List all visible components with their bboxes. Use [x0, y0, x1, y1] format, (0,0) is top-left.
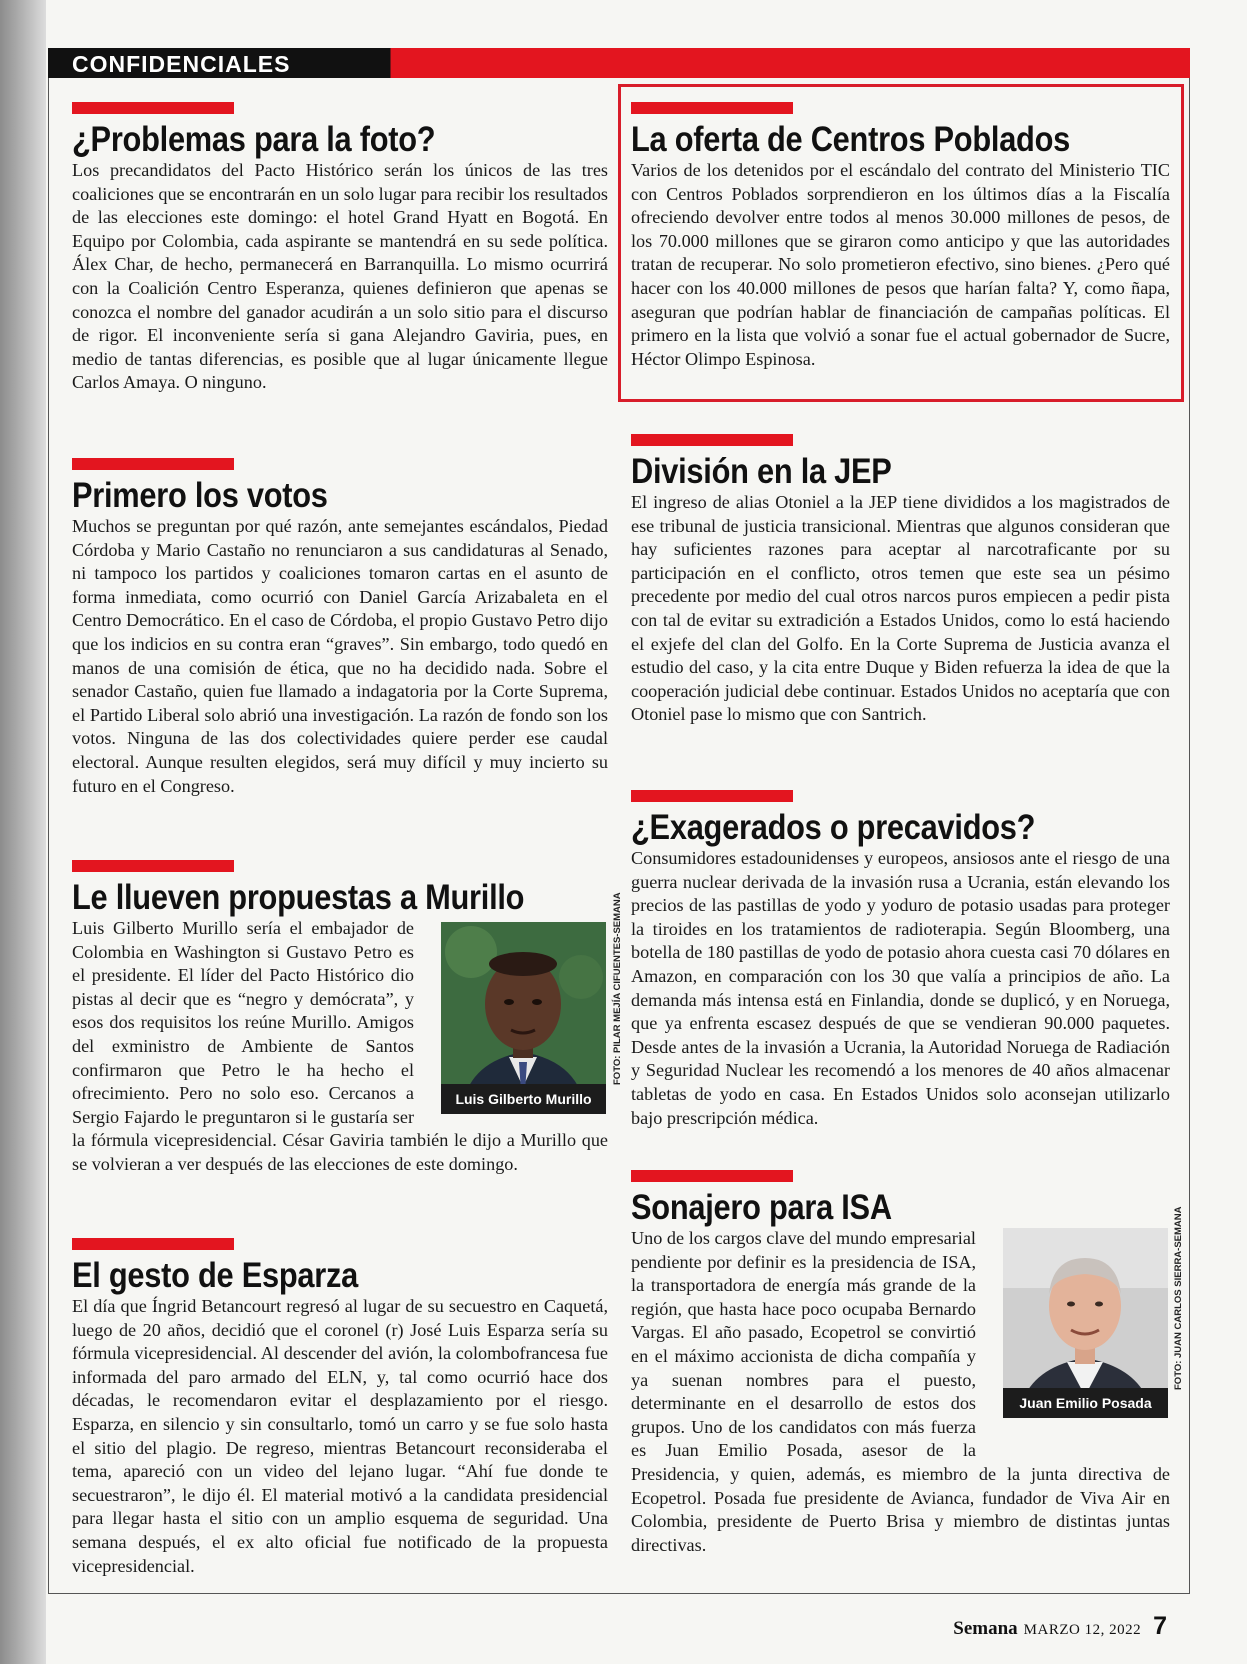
article-accent-bar: [72, 458, 234, 470]
article-body: Consumidores estadounidenses y europeos, ansiosos ante el riesgo de una guerra nuclear derivada de la invasión rusa a Ucrania, están elevando los precios de las pastillas de yodo y yoduro de potasio usadas para proteger la tiroides en los tratamientos de radioterapia. Según Bloomberg, una botella de 180 pastillas de yodo de potasio ahora cuesta casi 70 dólares en Amazon, en comparación con los 30 que valía a principios de año. La demanda más intensa está en Finlandia, donde se duplicó, y en Noruega, que ya enfrenta escasez después de que se vendieran 90.000 paquetes. Desde antes de la invasión a Ucrania, la Autoridad Noruega de Radiación y Seguridad Nuclear les recomendó a los menores de 40 años almacenar tabletas de yodo en casa. En Estados Unidos solo aconsejan utilizarlo bajo prescripción médica.: [631, 848, 1170, 1128]
article-primero-votos: [72, 458, 608, 798]
article-accent-bar: [72, 860, 234, 872]
photo-caption: Luis Gilberto Murillo: [441, 1084, 606, 1114]
article-accent-bar: [631, 434, 793, 446]
article-title: Primero los votos: [72, 476, 328, 515]
article-title: Sonajero para ISA: [631, 1188, 892, 1227]
article-title: División en la JEP: [631, 452, 892, 491]
article-accent-bar: [631, 102, 793, 114]
article-exagerados: [631, 790, 1170, 1130]
article-body: El ingreso de alias Otoniel a la JEP tiene divididos a los magistrados de ese tribunal de justicia transicional. Mientras que algunos consideran que hay suficientes razones para aceptar al narcotraficante por su participación en el conflicto, otros temen que este sea un pésimo precedente por medio del cual otros narcos puros empiecen a pedir pista con tal de evitar su extradición a Estados Unidos, como lo está haciendo el exjefe del clan del Golfo. En la Corte Suprema de Justicia avanza el estudio del caso, y la cita entre Duque y Biden refuerza la idea de que la cooperación judicial debe continuar. Estados Unidos no aceptaría que con Otoniel pase lo mismo que con Santrich.: [631, 492, 1170, 725]
article-accent-bar: [631, 1170, 793, 1182]
article-body: Muchos se preguntan por qué razón, ante semejantes escándalos, Piedad Córdoba y Mario Castaño no renunciaron a sus candidaturas al Senado, ni tampoco los partidos y coaliciones tomaron cartas en el asunto de forma inmediata, como ocurrió con Daniel García Arizabaleta en el Centro Democrático. En el caso de Córdoba, el propio Gustavo Petro dijo que los indicios en su contra eran “graves”. Sin embargo, todo quedó en manos de una comisión de ética, que no ha decidido nada. Sobre el senador Castaño, quien fue llamado a indagatoria por la Corte Suprema, el Partido Liberal solo abrió una investigación. La razón de fondo son los votos. Ninguna de las dos colectividades quiere perder ese caudal electoral. Aunque resulten elegidos, será muy difícil y muy incierto su futuro en el Congreso.: [72, 516, 608, 796]
article-body: Uno de los cargos clave del mundo empresarial pendiente por definir es la presidencia de ISA, la transportadora de energía más grande de la región, que hasta hace poco ocupaba Bernardo Vargas. El año pasado, Ecopetrol se convirtió en el máximo accionista de dicha compañía y ya suenan nombres para el puesto, determinante en el desarrollo de estos dos grupos. Uno de los candidatos con más fuerza es Juan Emilio Posada, asesor de la Presidencia, y quien, además, es miembro de la junta directiva de Ecopetrol. Posada fue presidente de Avianca, fundador de Viva Air en Colombia, presidente de Puerto Brisa y miembro de distintas juntas directivas.: [631, 1228, 1170, 1555]
issue-date: MARZO 12, 2022: [1023, 1622, 1142, 1638]
magazine-name: Semana: [953, 1618, 1018, 1639]
article-title: ¿Problemas para la foto?: [72, 120, 436, 159]
article-title: Le llueven propuestas a Murillo: [72, 878, 525, 917]
article-division-jep: [631, 434, 1170, 727]
article-problemas-foto: [72, 102, 608, 395]
article-accent-bar: [631, 790, 793, 802]
page-number: 7: [1153, 1612, 1167, 1640]
photo-caption: Juan Emilio Posada: [1003, 1388, 1168, 1418]
article-centros-poblados: [631, 102, 1170, 371]
photo-juan-emilio-posada: [1003, 1228, 1168, 1418]
article-title: El gesto de Esparza: [72, 1256, 358, 1295]
article-title: ¿Exagerados o precavidos?: [631, 808, 1036, 847]
article-accent-bar: [72, 1238, 234, 1250]
section-title: CONFIDENCIALES: [72, 51, 291, 77]
page-footer: [953, 1612, 1167, 1641]
article-body: Luis Gilberto Murillo sería el embajador de Colombia en Washington si Gustavo Petro es el presidente. El líder del Pacto Histórico dio pistas al decir que es “negro y demócrata”, y esos dos requisitos los reúne Murillo. Amigos del exministro de Ambiente de Santos confirmaron que Petro le ha hecho el ofrecimiento. Pero no solo eso. Cercanos a Sergio Fajardo le preguntaron si le gustaría ser la fórmula vicepresidencial. César Gaviria también le dijo a Murillo que se volvieran a ver después de las elecciones de este domingo.: [72, 918, 608, 1174]
article-title: La oferta de Centros Poblados: [631, 120, 1071, 159]
photo-credit: FOTO: PILAR MEJÍA CIFUENTES-SEMANA: [612, 892, 623, 1085]
article-body: Los precandidatos del Pacto Histórico serán los únicos de las tres coaliciones que se encontrarán en un solo lugar para recibir los resultados de las elecciones este domingo: el hotel Grand Hyatt en Bogotá. En Equipo por Colombia, cada aspirante se mantendrá en su sede política. Álex Char, de hecho, permanecerá en Barranquilla. Lo mismo ocurrirá con la Coalición Centro Esperanza, quienes definieron que apenas se conozca el nombre del ganador acudirán a un solo sitio para el discurso de rigor. El inconveniente sería si gana Alejandro Gaviria, pues, en medio de tantas diferencias, es posible que al lugar únicamente llegue Carlos Amaya. O ninguno.: [72, 160, 608, 393]
photo-luis-gilberto-murillo: [441, 922, 606, 1114]
article-esparza: [72, 1238, 608, 1578]
article-body: El día que Íngrid Betancourt regresó al lugar de su secuestro en Caquetá, luego de 20 años, decidió que el coronel (r) José Luis Esparza sería su fórmula vicepresidencial. Al descender del avión, la colombofrancesa fue informada del paro armado del ELN, y, tal como ocurrió hace dos décadas, le recomendaron evitar el desplazamiento por el riesgo. Esparza, en silencio y sin consultarlo, tomó un carro y se fue solo hasta el sitio del plagio. De regreso, mientras Betancourt reconsideraba el tema, apareció con un video del lejano lugar. “Ahí fue donde te secuestraron”, le dijo él. El material motivó a la candidata presidencial para llegar hasta el sitio con un amplio esquema de seguridad. Una semana después, el ex alto oficial fue notificado de la propuesta vicepresidencial.: [72, 1296, 608, 1576]
article-accent-bar: [72, 102, 234, 114]
photo-credit: FOTO: JUAN CARLOS SIERRA-SEMANA: [1173, 1206, 1184, 1390]
article-body: Varios de los detenidos por el escándalo del contrato del Ministerio TIC con Centros Poblados sorprendieron en los últimos días a la Fiscalía ofreciendo devolver entre todos al menos 30.000 millones de pesos, de los 70.000 millones que se giraron como anticipo y que las autoridades tratan de recuperar. No solo prometieron efectivo, sino bienes. ¿Pero qué hacer con los 40.000 millones de pesos que harían falta? Y, como ñapa, aseguran que podrían hablar de financiación de campañas políticas. El primero en la lista que volvió a sonar fue el actual gobernador de Sucre, Héctor Olimpo Espinosa.: [631, 160, 1170, 369]
